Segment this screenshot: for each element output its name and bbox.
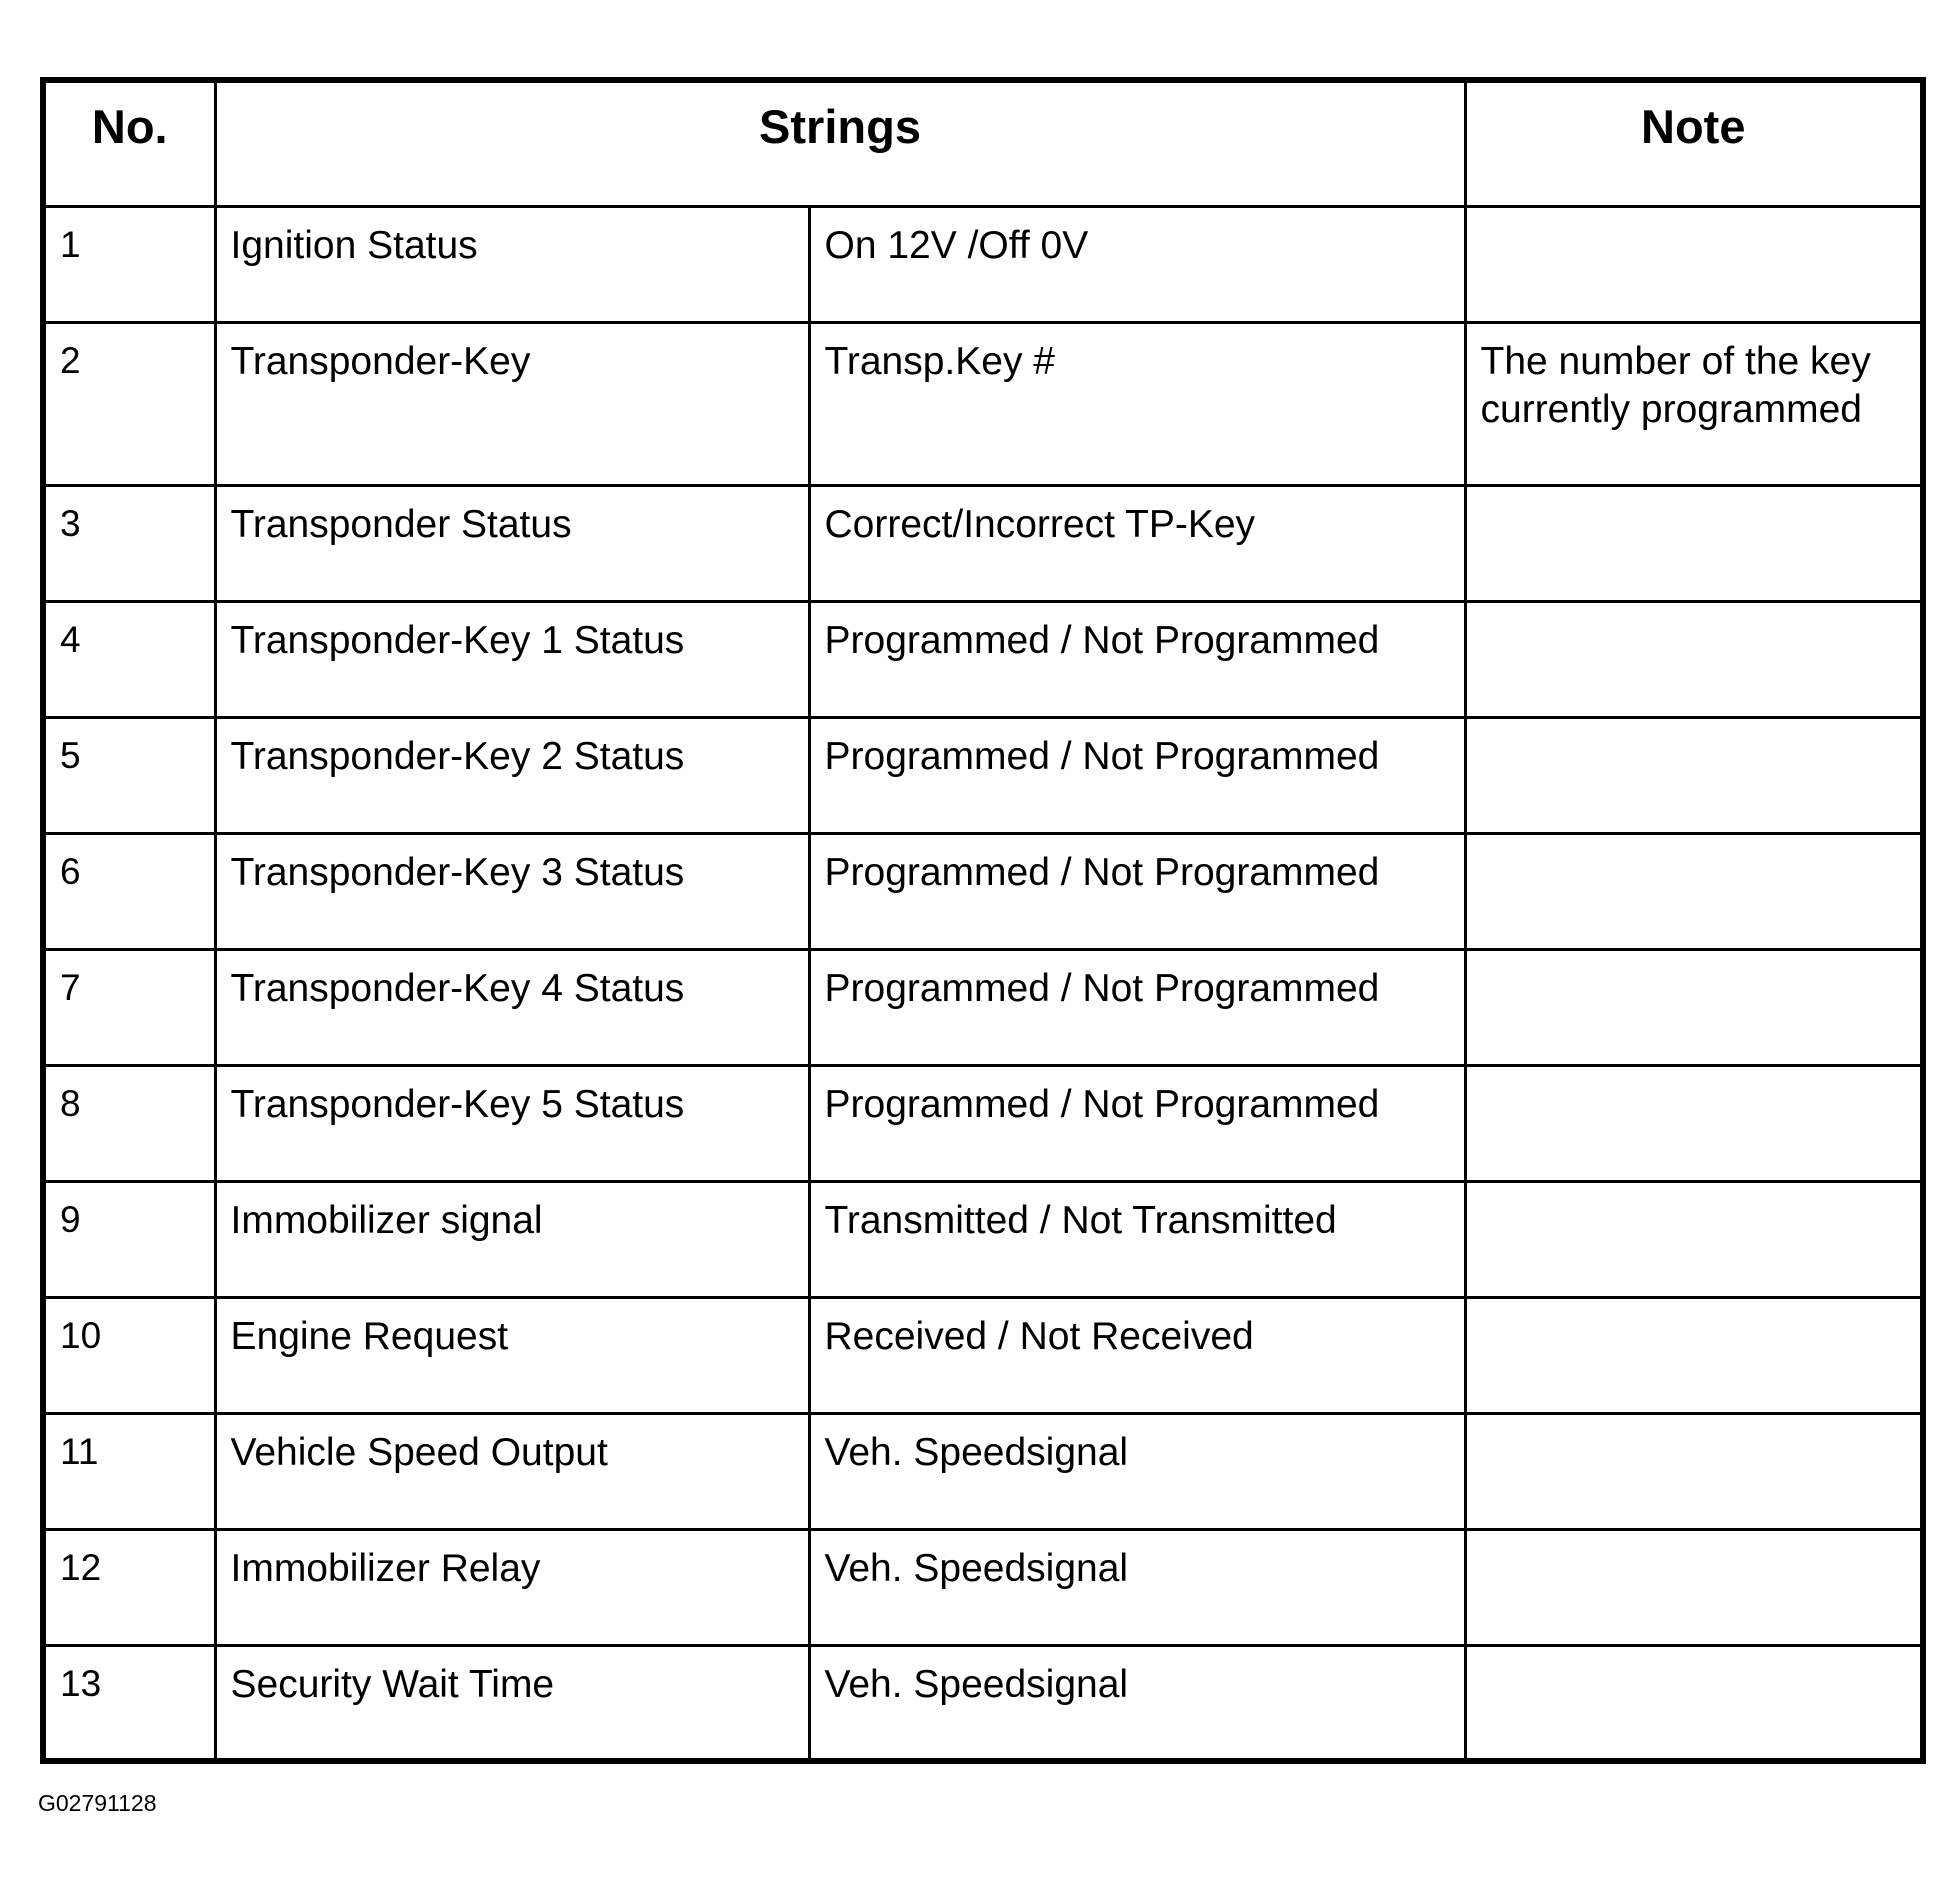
string-name: Transponder Status [215,485,809,601]
string-name: Ignition Status [215,206,809,322]
string-value: Veh. Speedsignal [809,1413,1465,1529]
row-number: 10 [43,1297,215,1413]
table-row [43,206,1923,322]
row-number: 2 [43,322,215,485]
figure-id: G02791128 [38,1790,157,1816]
header-no: No. [43,80,215,206]
string-note [1465,949,1923,1065]
string-value: Programmed / Not Programmed [809,601,1465,717]
table-row [43,1529,1923,1645]
string-value: Received / Not Received [809,1297,1465,1413]
string-name: Immobilizer signal [215,1181,809,1297]
row-number: 7 [43,949,215,1065]
table-row [43,1065,1923,1181]
string-value: Programmed / Not Programmed [809,1065,1465,1181]
string-name: Vehicle Speed Output [215,1413,809,1529]
table-row [43,949,1923,1065]
table-row [43,485,1923,601]
string-value: Veh. Speedsignal [809,1645,1465,1761]
row-number: 3 [43,485,215,601]
string-note: The number of the key currently programmed [1465,322,1923,485]
string-value: Veh. Speedsignal [809,1529,1465,1645]
string-value: Programmed / Not Programmed [809,833,1465,949]
string-value: Transp.Key # [809,322,1465,485]
row-number: 9 [43,1181,215,1297]
string-name: Engine Request [215,1297,809,1413]
string-note [1465,1413,1923,1529]
string-note [1465,1181,1923,1297]
row-number: 1 [43,206,215,322]
string-name: Transponder-Key 1 Status [215,601,809,717]
string-value: Correct/Incorrect TP-Key [809,485,1465,601]
row-number: 13 [43,1645,215,1761]
table-row [43,1181,1923,1297]
string-note [1465,833,1923,949]
string-name: Transponder-Key 2 Status [215,717,809,833]
row-number: 6 [43,833,215,949]
header-strings: Strings [215,80,1465,206]
table-row [43,601,1923,717]
string-name: Transponder-Key 5 Status [215,1065,809,1181]
string-note [1465,1645,1923,1761]
string-value: Programmed / Not Programmed [809,949,1465,1065]
header-row [43,80,1923,206]
row-number: 4 [43,601,215,717]
row-number: 11 [43,1413,215,1529]
table-row [43,1413,1923,1529]
string-value: Programmed / Not Programmed [809,717,1465,833]
string-note [1465,1065,1923,1181]
string-value: On 12V /Off 0V [809,206,1465,322]
row-number: 5 [43,717,215,833]
table-row [43,322,1923,485]
string-note [1465,1529,1923,1645]
table-row [43,717,1923,833]
string-note [1465,1297,1923,1413]
header-note: Note [1465,80,1923,206]
string-name: Transponder-Key 4 Status [215,949,809,1065]
string-value: Transmitted / Not Transmitted [809,1181,1465,1297]
string-name: Immobilizer Relay [215,1529,809,1645]
string-note [1465,717,1923,833]
strings-table [40,77,1926,1764]
string-name: Transponder-Key 3 Status [215,833,809,949]
table-row [43,1297,1923,1413]
string-note [1465,601,1923,717]
table-row [43,833,1923,949]
row-number: 12 [43,1529,215,1645]
string-note [1465,206,1923,322]
string-name: Transponder-Key [215,322,809,485]
string-note [1465,485,1923,601]
string-name: Security Wait Time [215,1645,809,1761]
row-number: 8 [43,1065,215,1181]
table-row [43,1645,1923,1761]
